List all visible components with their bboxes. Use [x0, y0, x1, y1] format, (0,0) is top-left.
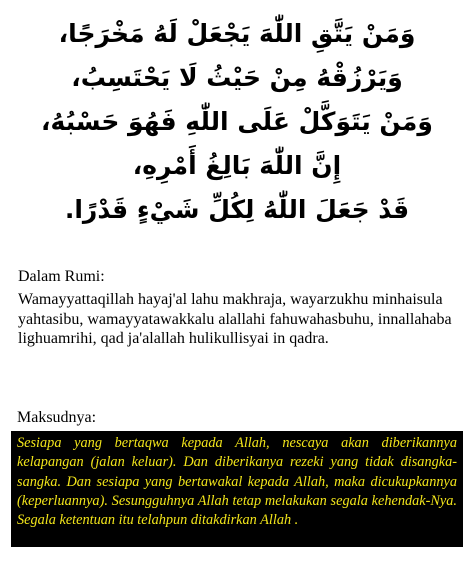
arabic-line-1: وَمَنْ يَتَّقِ اللّٰهَ يَجْعَلْ لَهُ مَخْرَجًا، [58, 19, 416, 48]
rumi-heading: Dalam Rumi: [18, 268, 105, 285]
arabic-line-5: قَدْ جَعَلَ اللّٰهُ لِكُلِّ شَيْءٍ قَدْرًا. [64, 195, 410, 224]
maksud-heading: Maksudnya: [17, 409, 97, 426]
arabic-line-4: إِنَّ اللّٰهَ بَالِغُ أَمْرِهِ، [132, 151, 342, 180]
meaning-highlight-box [11, 431, 463, 547]
arabic-line-2: وَيَرْزُقْهُ مِنْ حَيْثُ لَا يَحْتَسِبُ، [71, 63, 403, 92]
meaning-text: Sesiapa yang bertaqwa kepada Allah, nescaya akan diberikannya kelapangan (jalan keluar). Dan diberikanya rezeki yang tidak disangka-sangka. Dan sesiapa yang bertawakal kepada Allah, maka dicukupkannya (keperluannya). Sesungguhnya Allah tetap melakukan segala kehendak-Nya. Segala ketentuan itu telahpun ditakdirkan Allah . [17, 435, 457, 529]
rumi-transliteration: Wamayyattaqillah hayaj'al lahu makhraja, wayarzukhu minhaisula yahtasibu, wamayyatawakkalu alallahi fahuwahasbuhu, innallahaba lighuamrihi, qad ja'alallah hulikullisyai in qadra. [18, 291, 452, 347]
arabic-line-3: وَمَنْ يَتَوَكَّلْ عَلَى اللّٰهِ فَهُوَ حَسْبُهُ، [41, 107, 433, 136]
arabic-verse [0, 12, 474, 232]
